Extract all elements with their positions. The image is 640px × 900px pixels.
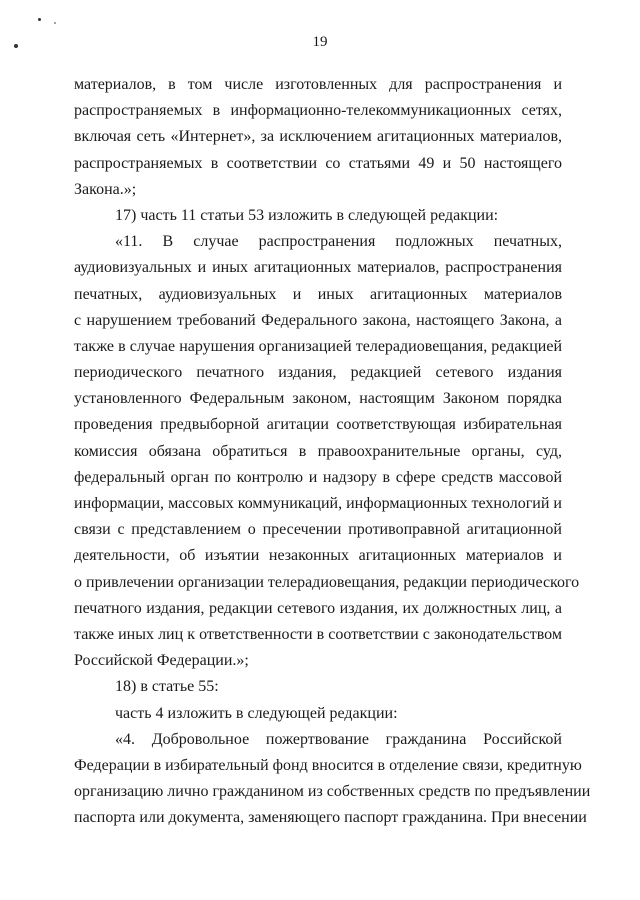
text-line: деятельности, об изъятии незаконных агитационных материалов и [74,547,562,565]
text-line: печатных, аудиовизуальных и иных агитационных материалов [74,285,562,303]
text-line: организацию лично гражданином из собственных средств по предъявлении [74,783,591,801]
text-line: периодического печатного издания, редакцией сетевого издания [74,364,562,382]
page-number: 19 [312,34,328,50]
text-line: комиссия обязана обратиться в правоохранительные органы, суд, [74,442,562,460]
text-line: проведения предвыборной агитации соответствующая избирательная [74,416,562,434]
text-line: федеральный орган по контролю и надзору в сфере средств массовой [74,468,562,486]
text-line: о привлечении организации телерадиовещания, редакции периодического [74,573,580,591]
text-line: паспорта или документа, заменяющего паспорт гражданина. При внесении [74,809,587,827]
text-line: связи с представлением о пресечении противоправной агитационной [74,521,562,539]
text-line: 18) в статье 55: [115,678,219,696]
scan-speck [38,18,41,21]
text-line: аудиовизуальных и иных агитационных материалов, распространения [74,259,562,277]
text-line: с нарушением требований Федерального закона, настоящего Закона, а [74,311,562,329]
text-line: часть 4 изложить в следующей редакции: [115,704,398,722]
text-line: распространяемых в соответствии со статьями 49 и 50 настоящего [74,154,562,172]
text-line: Федерации в избирательный фонд вносится в отделение связи, кредитную [74,756,582,774]
text-line: «11. В случае распространения подложных печатных, [115,233,562,251]
text-line: также иных лиц к ответственности в соответствии с законодательством [74,625,562,643]
text-line: Закона.»; [74,180,137,198]
text-line: 17) часть 11 статьи 53 изложить в следующей редакции: [115,206,499,224]
text-line: печатного издания, редакции сетевого издания, их должностных лиц, а [74,599,562,617]
text-line: «4. Добровольное пожертвование гражданина Российской [115,730,562,748]
text-line: Российской Федерации.»; [74,652,249,670]
text-line: распространяемых в информационно-телекоммуникационных сетях, [74,102,562,120]
text-line: включая сеть «Интернет», за исключением агитационных материалов, [74,128,562,146]
body-text [74,72,591,831]
scan-speck [54,22,56,24]
text-line: установленного Федеральным законом, настоящим Законом порядка [74,390,562,408]
text-line: материалов, в том числе изготовленных для распространения и [74,76,562,93]
text-line: также в случае нарушения организацией телерадиовещания, редакцией [74,337,562,355]
text-line: информации, массовых коммуникаций, информационных технологий и [74,495,562,512]
